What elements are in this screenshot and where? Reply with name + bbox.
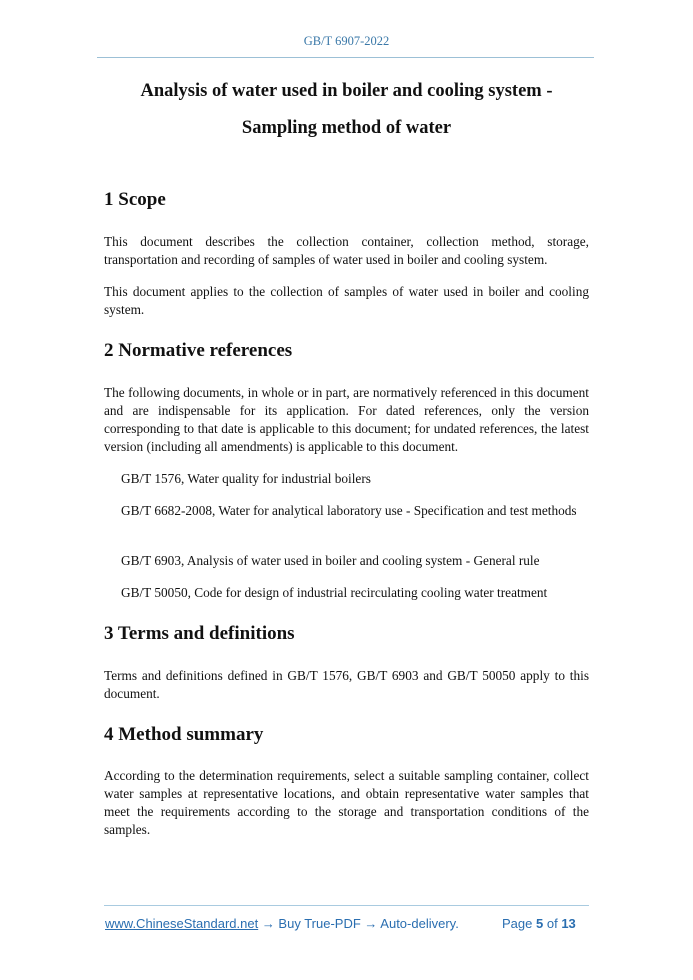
section-heading-normative-references: 2 Normative references: [104, 340, 293, 361]
paragraph: This document describes the collection container, collection method, storage, transportation and recording of samples of water used in boiler and cooling system.: [104, 234, 589, 267]
current-page: 5: [536, 916, 544, 931]
document-title-line1: Analysis of water used in boiler and cooling system -: [140, 81, 553, 101]
total-pages: 13: [561, 916, 576, 931]
reference-item: GB/T 1576, Water quality for industrial boilers: [121, 471, 371, 486]
footer-divider: [104, 905, 589, 906]
section-heading-scope: 1 Scope: [104, 189, 166, 210]
document-title-line2: Sampling method of water: [241, 118, 452, 138]
section-heading-method-summary: 4 Method summary: [104, 724, 264, 745]
footer-tagline: → Buy True-PDF → Auto-delivery.: [258, 916, 459, 931]
of-label: of: [546, 916, 558, 931]
reference-item: GB/T 6903, Analysis of water used in boiler and cooling system - General rule: [121, 553, 540, 568]
reference-item: GB/T 50050, Code for design of industrial recirculating cooling water treatment: [121, 585, 548, 600]
header-divider: [97, 57, 594, 58]
reference-item: GB/T 6682-2008, Water for analytical laboratory use - Specification and test methods: [121, 503, 577, 518]
page-label: Page: [502, 916, 533, 931]
running-header: GB/T 6907-2022: [303, 34, 390, 48]
page-indicator: [502, 916, 576, 931]
section-heading-terms: 3 Terms and definitions: [104, 623, 295, 644]
website-link[interactable]: www.ChineseStandard.net: [105, 916, 259, 931]
footer-promo: [105, 916, 459, 931]
paragraph: According to the determination requirements, select a suitable sampling container, collect water samples at representative locations, and obtain representative water samples that meet the requirements according to the storage and transportation conditions of the samples.: [104, 768, 589, 837]
paragraph: The following documents, in whole or in part, are normatively referenced in this document and are indispensable for its application. For dated references, only the version corresponding to that date is applicable to this document; for undated references, the latest version (including all amendments) is applicable to this document.: [104, 385, 589, 454]
paragraph: Terms and definitions defined in GB/T 1576, GB/T 6903 and GB/T 50050 apply to this document.: [104, 668, 589, 701]
paragraph: This document applies to the collection of samples of water used in boiler and cooling system.: [104, 284, 589, 317]
